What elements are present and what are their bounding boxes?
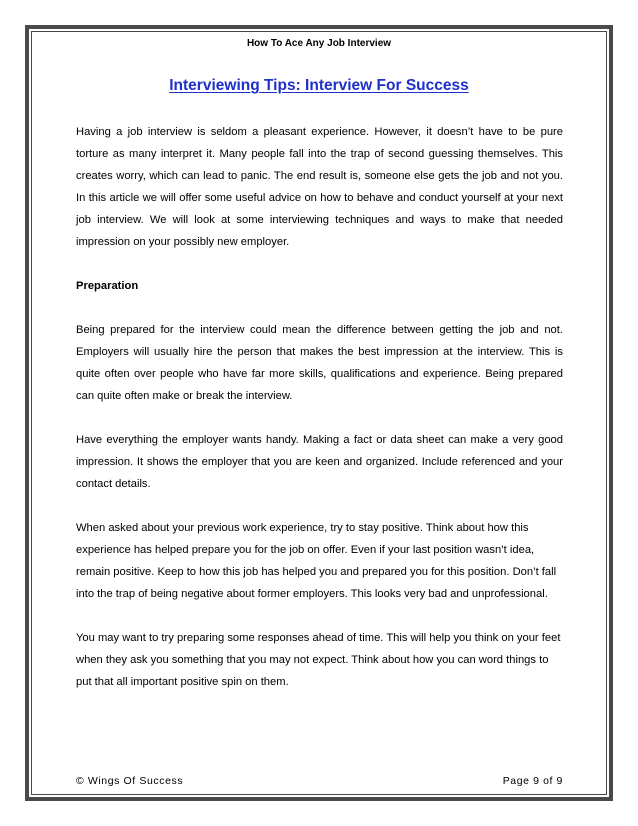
- footer-page-number: Page 9 of 9: [502, 775, 563, 787]
- paragraph-4: You may want to try preparing some responses ahead of time. This will help you think on your feet when they ask you something that you may not expect. Think about how you can word things to put that all important positive spin on them.: [76, 632, 561, 688]
- paragraph-1: Being prepared for the interview could mean the difference between getting the job and not. Employers will usually hire the person that makes the best impression at the interview. This is quite often over people who have far more skills, qualifications and experience. Being prepared can quite often make or break the interview.: [76, 324, 563, 402]
- section-heading-preparation: Preparation: [76, 280, 139, 292]
- paragraph-2: Have everything the employer wants handy. Making a fact or data sheet can make a very good impression. It shows the employer that you are keen and organized. Include referenced and your contact details.: [76, 434, 563, 490]
- paragraph-3: When asked about your previous work experience, try to stay positive. Think about how this experience has helped prepare you for the job on offer. Even if your last position wasn’t idea, remain positive. Keep to how this job has helped you and prepared you for this position. Don’t fall into the trap of being negative about former employers. This looks very bad and unprofessional.: [76, 522, 557, 600]
- document-title: Interviewing Tips: Interview For Success: [169, 77, 469, 94]
- running-header: How To Ace Any Job Interview: [246, 38, 392, 49]
- document-body: [76, 121, 563, 715]
- intro-paragraph: Having a job interview is seldom a pleasant experience. However, it doesn’t have to be pure torture as many interpret it. Many people fall into the trap of second guessing themselves. This creates worry, which can lead to panic. The end result is, someone else gets the job and not you. In this article we will offer some useful advice on how to behave and conduct yourself at your next job interview. We will look at some interviewing techniques and ways to make that needed impression on your possibly new employer.: [76, 126, 563, 248]
- footer-copyright: © Wings Of Success: [76, 775, 184, 787]
